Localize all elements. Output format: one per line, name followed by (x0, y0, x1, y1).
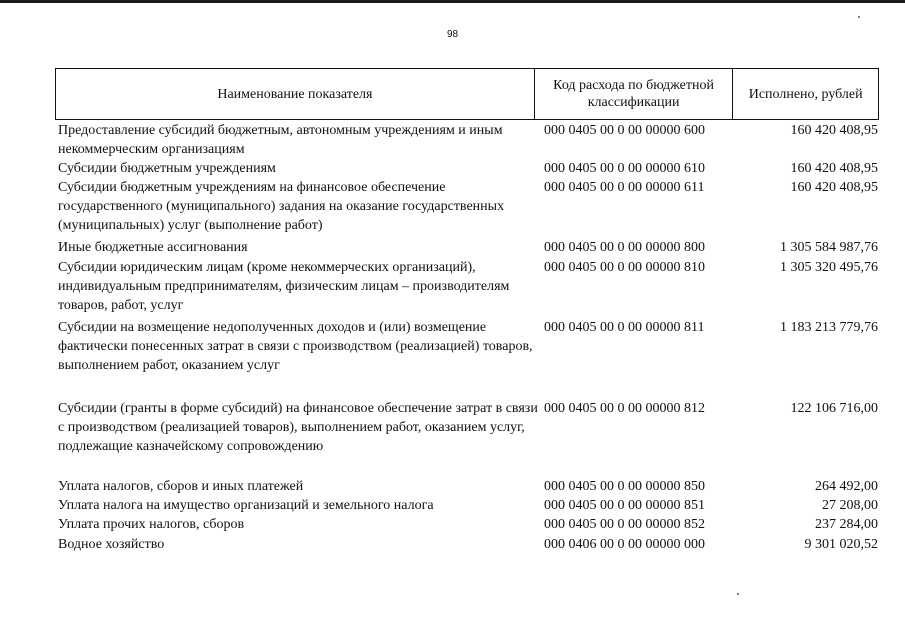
row-code: 000 0405 00 0 00 00000 850 (544, 479, 705, 494)
table-row (58, 238, 878, 258)
row-amount: 122 106 716,00 (790, 401, 878, 416)
table-row (58, 121, 878, 159)
row-code: 000 0406 00 0 00 00000 000 (544, 537, 705, 552)
row-amount: 1 183 213 779,76 (780, 320, 878, 335)
table-row (58, 477, 878, 496)
row-code: 000 0405 00 0 00 00000 811 (544, 320, 705, 335)
page-number: 98 (446, 29, 459, 40)
table-row (58, 318, 878, 399)
row-amount: 160 420 408,95 (790, 161, 878, 176)
row-amount: 237 284,00 (815, 517, 878, 532)
header-amount-column: Исполнено, рублей (748, 86, 863, 102)
table-row (58, 515, 878, 535)
row-amount: 1 305 320 495,76 (780, 260, 878, 275)
table-row (58, 178, 878, 238)
row-amount: 160 420 408,95 (790, 123, 878, 138)
row-name: Предоставление субсидий бюджетным, автономным учреждениям и иным некоммерческим организациям (58, 123, 503, 157)
row-amount: 1 305 584 987,76 (780, 240, 878, 255)
row-code: 000 0405 00 0 00 00000 600 (544, 123, 705, 138)
row-name: Уплата налога на имущество организаций и земельного налога (58, 498, 434, 513)
table-row (58, 496, 878, 515)
table-body (58, 121, 878, 554)
table-row (58, 159, 878, 178)
row-amount: 27 208,00 (822, 498, 878, 513)
header-code-column: Код расхода по бюджетной классификации (535, 69, 734, 119)
row-amount: 9 301 020,52 (804, 537, 878, 552)
row-name: Иные бюджетные ассигнования (58, 240, 248, 255)
table-row (58, 258, 878, 318)
table-row (58, 535, 878, 554)
row-code: 000 0405 00 0 00 00000 610 (544, 161, 705, 176)
top-border-line (0, 0, 905, 3)
scan-speck (737, 593, 739, 595)
row-name: Субсидии бюджетным учреждениям на финансовое обеспечение государственного (муниципального) задания на оказание государственных (муниципальных) услуг (выполнение работ) (58, 180, 505, 233)
row-amount: 160 420 408,95 (790, 180, 878, 195)
header-name-column: Наименование показателя (56, 69, 535, 119)
table-header (55, 68, 879, 120)
row-name: Субсидии бюджетным учреждениям (58, 161, 276, 176)
row-code: 000 0405 00 0 00 00000 812 (544, 401, 705, 416)
row-name: Субсидии (гранты в форме субсидий) на финансовое обеспечение затрат в связи с производством (реализацией товаров), выполнением работ, оказанием услуг, подлежащие казначейскому сопровождению (58, 401, 538, 454)
row-code: 000 0405 00 0 00 00000 611 (544, 180, 705, 195)
row-name: Уплата налогов, сборов и иных платежей (58, 479, 304, 494)
scan-speck (858, 16, 860, 18)
row-name: Субсидии на возмещение недополученных доходов и (или) возмещение фактически понесенных затрат в связи с производством (реализацией) товаров, выполнением работ, оказанием услуг (58, 320, 533, 373)
row-code: 000 0405 00 0 00 00000 800 (544, 240, 705, 255)
row-amount: 264 492,00 (815, 479, 878, 494)
table-row (58, 399, 878, 477)
row-name: Водное хозяйство (58, 537, 165, 552)
row-name: Субсидии юридическим лицам (кроме некоммерческих организаций), индивидуальным предпринимателям, физическим лицам – производителям товаров, работ, услуг (58, 260, 510, 313)
row-code: 000 0405 00 0 00 00000 810 (544, 260, 705, 275)
row-name: Уплата прочих налогов, сборов (58, 517, 245, 532)
row-code: 000 0405 00 0 00 00000 851 (544, 498, 705, 513)
row-code: 000 0405 00 0 00 00000 852 (544, 517, 705, 532)
